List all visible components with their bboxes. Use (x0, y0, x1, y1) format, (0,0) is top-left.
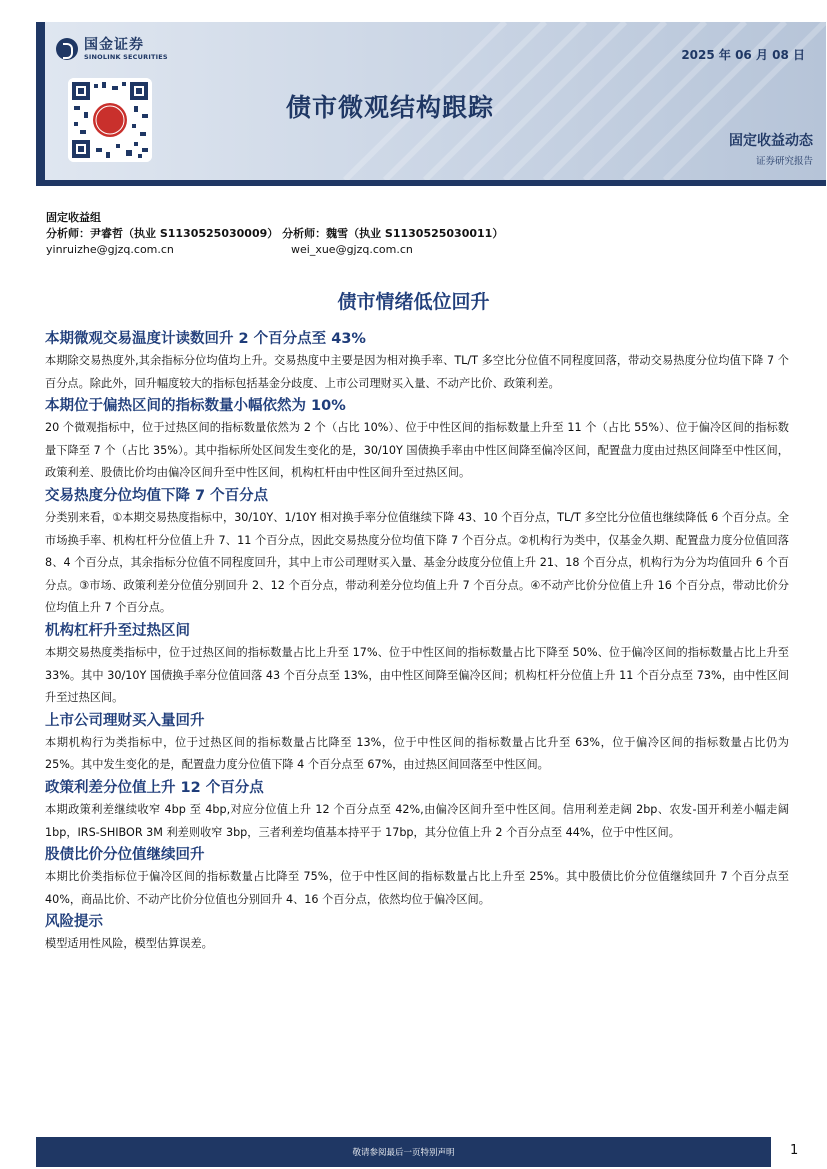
section (45, 844, 789, 911)
section-paragraph: 本期政策利差继续收窄 4bp 至 4bp,对应分位值上升 12 个百分点至 42%,由偏冷区间升至中性区间。信用利差走阔 2bp、农发-国开利差小幅走阔 1bp，IRS-SHIBOR 3M 利差则收窄 3bp，三者利差均值基本持平于 17bp，其分位值上升 2 个百分点至 44%，位于中性区间。 (45, 802, 789, 839)
section (45, 911, 789, 956)
section-heading: 本期位于偏热区间的指标数量小幅依然为 10% (45, 398, 346, 415)
section (45, 485, 789, 620)
analyst-email-2[interactable]: wei_xue@gjzq.com.cn (291, 243, 413, 256)
section-paragraph: 本期比价类指标位于偏冷区间的指标数量占比降至 75%，位于中性区间的指标数量占比上升至 25%。其中股债比价分位值继续回升 7 个百分点至 40%，商品比价、不动产比价分位值也分别回升 4、16 个百分点，依然均位于偏冷区间。 (45, 870, 789, 906)
section-paragraph: 本期机构行为类指标中，位于过热区间的指标数量占比降至 13%，位于中性区间的指标数量占比升至 63%，位于偏冷区间的指标数量占比仍为 25%。其中发生变化的是，配置盘力度分位值下降 4 个百分点至 67%，由过热区间回落至中性区间。 (45, 735, 789, 772)
logo-chinese: 国金证券 (84, 37, 144, 53)
section (45, 328, 789, 395)
report-body (45, 328, 789, 956)
logo-icon (56, 38, 78, 60)
document-title: 债市情绪低位回升 (337, 291, 490, 313)
section-paragraph: 分类别来看，①本期交易热度指标中，30/10Y、1/10Y 相对换手率分位值继续下降 43、10 个百分点，TL/T 多空比分位值也继续降低 6 个百分点。全市场换手率、机构杠杆分位值上升 7、11 个百分点，因此交易热度分位均值下降 7 个百分点。②机构行为类中，仅基金久期、配置盘力度分位值回落 8、4 个百分点，其余指标分位值不同程度回升，其中上市公司理财买入量、基金分歧度分位值上升 21、18 个百分点，机构行为分为均值回升 6 个百分点。③市场、政策利差分位值分别回升 2、12 个百分点，带动利差分位均值上升 7 个百分点。④不动产比价分位值上升 16 个百分点，带动比价分位均值上升 7 个百分点。 (45, 510, 789, 615)
section-heading: 交易热度分位均值下降 7 个百分点 (45, 487, 269, 504)
footer-disclaimer-notice: 敬请参阅最后一页特别声明 (352, 1148, 455, 1158)
section (45, 395, 789, 485)
section-paragraph: 本期交易热度类指标中，位于过热区间的指标数量占比上升至 17%、位于中性区间的指标数量占比下降至 50%、位于偏冷区间的指标数量占比上升至 33%。其中 30/10Y 国债换手率分位值回落 43 个百分点至 13%，由中性区间降至偏冷区间；机构杠杆分位值上升 11 个百分点至 73%，由中性区间升至过热区间。 (45, 645, 789, 705)
qr-code (68, 78, 152, 162)
section-heading: 股债比价分位值继续回升 (45, 847, 205, 864)
qr-code-icon (68, 78, 152, 162)
header-accent-bar (36, 22, 45, 186)
analyst-line: 分析师：尹睿哲（执业 S1130525030009） 分析师：魏雪（执业 S1130525030011） (46, 227, 504, 240)
section-paragraph: 本期除交易热度外,其余指标分位均值均上升。交易热度中主要是因为相对换手率、TL/T 多空比分位值不同程度回落，带动交易热度分位均值下降 7 个百分点。除此外，回升幅度较大的指标包括基金分歧度、上市公司理财买入量、不动产比价、政策利差。 (45, 354, 789, 390)
section-heading: 机构杠杆升至过热区间 (45, 622, 190, 639)
section-heading: 上市公司理财买入量回升 (45, 712, 205, 729)
section (45, 620, 789, 710)
team-name: 固定收益组 (46, 211, 101, 224)
report-series-title: 债市微观结构跟踪 (286, 93, 495, 122)
report-date: 2025 年 06 月 08 日 (681, 48, 805, 62)
section (45, 777, 789, 844)
section (45, 710, 789, 777)
section-heading: 本期微观交易温度计读数回升 2 个百分点至 43% (45, 331, 366, 347)
analyst-email-1[interactable]: yinruizhe@gjzq.com.cn (46, 243, 174, 256)
report-category: 证券研究报告 (755, 156, 813, 167)
page-number: 1 (790, 1143, 799, 1158)
section-paragraph: 20 个微观指标中，位于过热区间的指标数量依然为 2 个（占比 10%）、位于中性区间的指标数量上升至 11 个（占比 55%）、位于偏冷区间的指标数量下降至 7 个（占比 35%）。其中指标所处区间发生变化的是，30/10Y 国债换手率由中性区间降至偏冷区间，配置盘力度由过热区间降至中性区间，政策利差、股债比价均由偏冷区间升至中性区间，机构杠杆由中性区间升至过热区间。 (45, 421, 789, 480)
logo-english: SINOLINK SECURITIES (84, 53, 168, 61)
section-paragraph: 模型适用性风险，模型估算误差。 (45, 937, 213, 951)
report-type: 固定收益动态 (729, 133, 813, 149)
section-heading: 政策利差分位值上升 12 个百分点 (45, 779, 264, 796)
header-bottom-line (45, 180, 826, 186)
section-heading: 风险提示 (45, 914, 103, 931)
analyst-block (46, 210, 503, 258)
company-logo (56, 38, 168, 61)
